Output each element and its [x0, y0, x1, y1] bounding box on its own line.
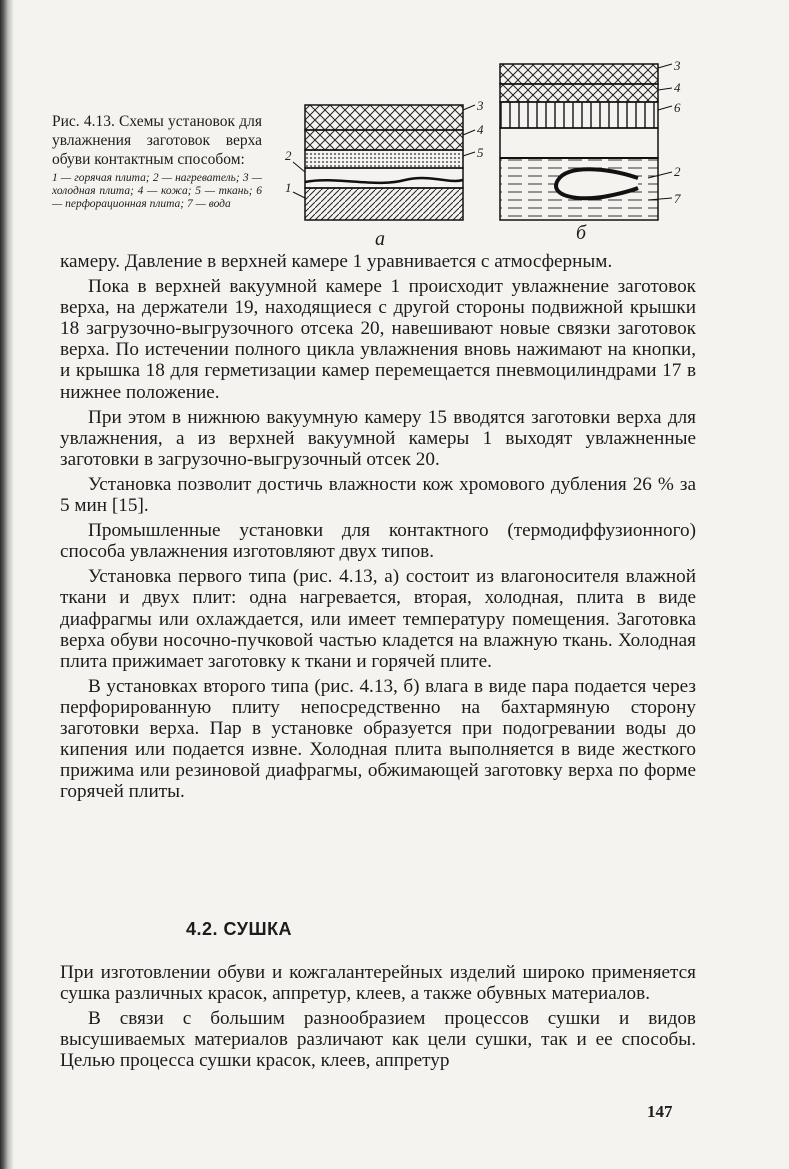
body-text-bottom: [60, 962, 696, 1075]
page-edge-shadow: [0, 0, 14, 1169]
paragraph: Промышленные установки для контактного (термодиффузионного) способа увлажнения изготовляют двух типов.: [60, 520, 696, 563]
paragraph: Пока в верхней вакуумной камере 1 происходит увлажнение заготовок верха, на держатели 19, находящиеся с другой стороны подвижной крышки 18 загрузочно-выгрузочного отсека 20, навешивают новые связки заготовок верха. По истечении полного цикла увлажнения вновь нажимают на кнопки, и крышка 18 для герметизации камер перемещается пневмоцилиндрами 17 в нижнее положение.: [60, 276, 696, 403]
heater-coil: [305, 178, 463, 183]
page-number: 147: [647, 1102, 673, 1121]
paragraph: Установка первого типа (рис. 4.13, а) состоит из влагоносителя влажной ткани и двух плит: одна нагревается, вторая, холодная, плита в виде диафрагмы или охлаждается, или имеет температуру помещения. Заготовка верха обуви носочно-пучковой частью кладется на влажную ткань. Холодная плита прижимает заготовку к ткани и горячей плите.: [60, 566, 696, 672]
callout-b-7: 7: [674, 191, 681, 206]
callout-b-6: 6: [674, 100, 681, 115]
figure-b-diagram: [488, 60, 698, 245]
figure-b: [488, 60, 698, 250]
hot-plate-layer: [305, 188, 463, 220]
leather-layer-b: [500, 84, 658, 102]
figure-caption-legend: 1 — горячая плита; 2 — нагреватель; 3 — холодная плита; 4 — кожа; 5 — ткань; 6 — перфорационная плита; 7 — вода: [52, 172, 262, 210]
callout-b-4: 4: [674, 80, 681, 95]
figure-a: [285, 100, 485, 250]
figure-a-label: а: [375, 228, 385, 250]
section-heading: 4.2. СУШКА: [186, 919, 293, 939]
callout-a-2: 2: [285, 148, 292, 163]
callout-b-2: 2: [674, 164, 681, 179]
cold-plate-layer: [305, 105, 463, 130]
perforated-plate-layer: [500, 102, 658, 128]
callout-a-3: 3: [477, 100, 484, 113]
paragraph: При этом в нижнюю вакуумную камеру 15 вводятся заготовки верха для увлажнения, а из верхней вакуумной камеры 1 выходят увлажненные заготовки в загрузочно-выгрузочный отсек 20.: [60, 406, 696, 470]
callout-a-5: 5: [477, 145, 484, 160]
paragraph: Установка позволит достичь влажности кож хромового дубления 26 % за 5 мин [15].: [60, 473, 696, 517]
callout-a-1: 1: [285, 180, 292, 195]
paragraph: В связи с большим разнообразием процессов сушки и видов высушиваемых материалов различают как цели сушки, так и ее способы. Целью процесса сушки красок, клеев, аппретур: [60, 1008, 696, 1072]
paragraph: В установках второго типа (рис. 4.13, б) влага в виде пара подается через перфорированную плиту непосредственно на бахтармяную сторону заготовки верха. Пар в установке образуется при подогревании воды до кипения или подается извне. Холодная плита выполняется в виде жесткого прижима или резиновой диафрагмы, обжимающей заготовку верха по форме горячей плиты.: [60, 675, 696, 803]
figure-a-diagram: [285, 100, 485, 245]
figure-caption: [52, 112, 262, 211]
cold-plate-layer-b: [500, 64, 658, 84]
fabric-layer: [305, 150, 463, 168]
paragraph: При изготовлении обуви и кожгалантерейных изделий широко применяется сушка различных красок, аппретур, клеев, а также обувных материалов.: [60, 962, 696, 1005]
leather-layer: [305, 130, 463, 150]
heater-layer: [305, 168, 463, 188]
steam-chamber: [500, 128, 658, 158]
callout-b-3: 3: [674, 60, 681, 73]
figure-b-label: б: [576, 222, 587, 244]
figure-caption-title: Рис. 4.13. Схемы установок для увлажнения заготовок верха обуви контактным способом:: [52, 113, 262, 168]
body-text-top: [60, 251, 696, 806]
callout-a-4: 4: [477, 122, 484, 137]
heater-coil-b: [556, 169, 638, 198]
paragraph: камеру. Давление в верхней камере 1 уравнивается с атмосферным.: [60, 251, 613, 272]
